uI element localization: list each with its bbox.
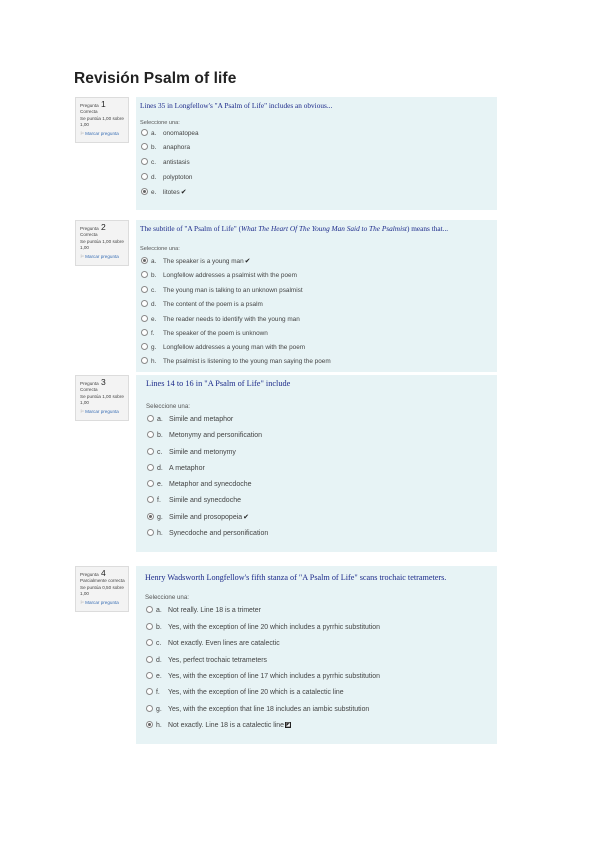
- question-status: Correcta: [80, 232, 98, 238]
- radio-button[interactable]: [146, 606, 153, 613]
- answer-prompt: Seleccione una:: [140, 246, 180, 252]
- answer-option[interactable]: f. Yes, with the exception of line 20 which is a catalectic line: [146, 688, 344, 698]
- answer-prompt: Seleccione una:: [146, 403, 191, 410]
- answer-option[interactable]: b. anaphora: [141, 143, 190, 153]
- answer-option[interactable]: b. Metonymy and personification: [147, 431, 262, 441]
- radio-button[interactable]: [141, 286, 148, 293]
- radio-button-selected[interactable]: [146, 721, 153, 728]
- answer-option[interactable]: a. onomatopea: [141, 129, 199, 139]
- radio-button[interactable]: [146, 639, 153, 646]
- answer-option[interactable]: a. Simile and metaphor: [147, 415, 233, 425]
- answer-option[interactable]: f. The speaker of the poem is unknown: [141, 329, 268, 339]
- radio-button[interactable]: [141, 143, 148, 150]
- question-score: Se puntúa 1,00 sobre 1,00: [80, 393, 124, 406]
- flag-icon: ⚐: [80, 130, 85, 136]
- question-status: Parcialmente correcta: [80, 578, 125, 584]
- radio-button[interactable]: [141, 173, 148, 180]
- answer-option[interactable]: g. Yes, with the exception that line 18 includes an iambic substitution: [146, 705, 369, 715]
- question-1: [75, 97, 497, 210]
- question-number: Pregunta 1: [80, 99, 106, 109]
- answer-prompt: Seleccione una:: [140, 120, 180, 126]
- radio-button[interactable]: [141, 271, 148, 278]
- correct-check-icon: ✔: [243, 514, 250, 521]
- answer-option[interactable]: d. The content of the poem is a psalm: [141, 300, 263, 310]
- radio-button-selected[interactable]: [141, 257, 148, 264]
- question-text: Henry Wadsworth Longfellow's fifth stanza of "A Psalm of Life" scans trochaic tetrameters.: [145, 573, 447, 582]
- answer-option[interactable]: f. Simile and synecdoche: [147, 496, 241, 506]
- answer-option[interactable]: d. polyptoton: [141, 173, 193, 183]
- radio-button[interactable]: [146, 656, 153, 663]
- flag-question-link[interactable]: ⚐Marcar pregunta: [80, 408, 119, 414]
- question-number: Pregunta 4: [80, 568, 106, 578]
- answer-option[interactable]: b. Longfellow addresses a psalmist with the poem: [141, 271, 297, 281]
- radio-button[interactable]: [147, 431, 154, 438]
- question-2: [75, 220, 497, 372]
- question-score: Se puntúa 1,00 sobre 1,00: [80, 115, 124, 128]
- radio-button[interactable]: [147, 464, 154, 471]
- answer-option[interactable]: e. Yes, with the exception of line 17 which includes a pyrrhic substitution: [146, 672, 380, 682]
- radio-button[interactable]: [141, 300, 148, 307]
- radio-button[interactable]: [146, 688, 153, 695]
- radio-button[interactable]: [141, 343, 148, 350]
- radio-button[interactable]: [147, 496, 154, 503]
- flag-question-link[interactable]: ⚐Marcar pregunta: [80, 599, 119, 605]
- answer-option[interactable]: e. litotes✔: [141, 188, 187, 198]
- question-text: The subtitle of "A Psalm of Life" (What The Heart Of The Young Man Said to The Psalmist) means that...: [140, 224, 449, 233]
- question-score: Se puntúa 1,00 sobre 1,00: [80, 238, 124, 251]
- question-content: [136, 566, 497, 744]
- answer-option[interactable]: h. Not exactly. Line 18 is a catalectic line ◪: [146, 721, 291, 731]
- question-info: [75, 97, 129, 143]
- question-content: [136, 220, 497, 372]
- radio-button[interactable]: [141, 129, 148, 136]
- answer-option[interactable]: c. Simile and metonymy: [147, 448, 236, 458]
- flag-question-link[interactable]: ⚐Marcar pregunta: [80, 130, 119, 136]
- radio-button[interactable]: [147, 448, 154, 455]
- flag-question-link[interactable]: ⚐Marcar pregunta: [80, 253, 119, 259]
- question-info: [75, 220, 129, 266]
- question-status: Correcta: [80, 387, 98, 393]
- answer-option[interactable]: c. Not exactly. Even lines are catalectic: [146, 639, 280, 649]
- answer-option[interactable]: d. Yes, perfect trochaic tetrameters: [146, 656, 267, 666]
- question-score: Se puntúa 0,50 sobre 1,00: [80, 584, 124, 597]
- answer-option[interactable]: a. Not really. Line 18 is a trimeter: [146, 606, 261, 616]
- correct-check-icon: ✔: [180, 189, 187, 196]
- radio-button[interactable]: [147, 415, 154, 422]
- radio-button[interactable]: [141, 357, 148, 364]
- radio-button[interactable]: [141, 315, 148, 322]
- radio-button[interactable]: [147, 480, 154, 487]
- flag-icon: ⚐: [80, 599, 85, 605]
- radio-button-selected[interactable]: [141, 188, 148, 195]
- question-number: Pregunta 2: [80, 222, 106, 232]
- answer-option[interactable]: c. antistasis: [141, 158, 190, 168]
- radio-button[interactable]: [141, 158, 148, 165]
- answer-prompt: Seleccione una:: [145, 594, 190, 601]
- question-content: [136, 375, 497, 552]
- answer-option[interactable]: d. A metaphor: [147, 464, 205, 474]
- answer-option[interactable]: c. The young man is talking to an unknown psalmist: [141, 286, 303, 296]
- correct-check-icon: ✔: [244, 258, 251, 265]
- answer-option[interactable]: e. The reader needs to identify with the young man: [141, 315, 300, 325]
- flag-icon: ⚐: [80, 408, 85, 414]
- radio-button[interactable]: [146, 672, 153, 679]
- answer-option[interactable]: b. Yes, with the exception of line 20 which includes a pyrrhic substitution: [146, 623, 380, 633]
- answer-option[interactable]: e. Metaphor and synecdoche: [147, 480, 252, 490]
- answer-option[interactable]: h. Synecdoche and personification: [147, 529, 268, 539]
- radio-button[interactable]: [147, 529, 154, 536]
- page-title: Revisión Psalm of life: [74, 70, 237, 87]
- question-text: Lines 35 in Longfellow's "A Psalm of Life" includes an obvious...: [140, 101, 333, 110]
- question-number: Pregunta 3: [80, 377, 106, 387]
- answer-option[interactable]: g. Longfellow addresses a young man with the poem: [141, 343, 305, 353]
- question-info: [75, 375, 129, 421]
- question-3: [75, 375, 497, 552]
- question-4: [75, 566, 497, 744]
- radio-button[interactable]: [146, 623, 153, 630]
- partial-mark-icon: ◪: [285, 722, 291, 729]
- radio-button[interactable]: [141, 329, 148, 336]
- answer-option[interactable]: g. Simile and prosopopeia✔: [147, 513, 249, 523]
- radio-button-selected[interactable]: [147, 513, 154, 520]
- question-content: [136, 97, 497, 210]
- question-status: Correcta: [80, 109, 98, 115]
- radio-button[interactable]: [146, 705, 153, 712]
- answer-option[interactable]: a. The speaker is a young man✔: [141, 257, 251, 267]
- question-text: Lines 14 to 16 in "A Psalm of Life" include: [146, 379, 291, 388]
- flag-icon: ⚐: [80, 253, 85, 259]
- answer-option[interactable]: h. The psalmist is listening to the young man saying the poem: [141, 357, 331, 367]
- question-info: [75, 566, 129, 612]
